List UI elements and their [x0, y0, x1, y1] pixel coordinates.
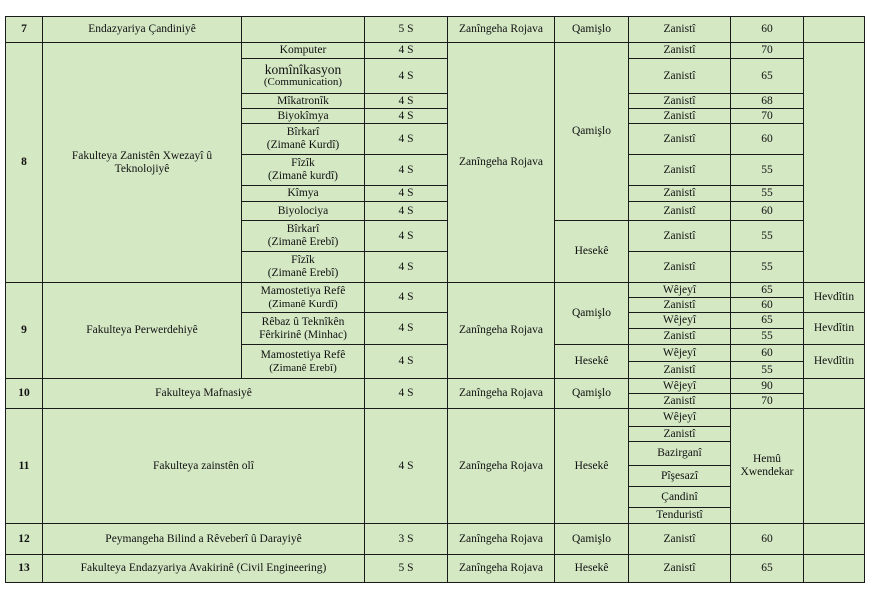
branch-cell: Wêjeyî: [629, 409, 731, 427]
grade-cell: 70: [731, 109, 804, 124]
note-cell: [804, 17, 865, 43]
note-cell: [804, 524, 865, 555]
grade-line: Hemû: [752, 453, 782, 465]
city-cell: Hesekê: [555, 555, 629, 583]
faculty-name: Fakulteya Perwerdehiyê: [43, 283, 242, 379]
faculty-name: Peymangeha Bilind a Rêveberî û Darayiyê: [43, 524, 365, 555]
grade-cell: 60: [731, 17, 804, 43]
department-name: Bîrkarî: [286, 223, 320, 235]
branch-cell: Bazirganî: [629, 442, 731, 466]
department-cell: [242, 155, 365, 186]
department-cell: [242, 252, 365, 283]
department-language: Fêrkirinê (Minhac): [259, 328, 347, 341]
branch-cell: Zanistî: [629, 524, 731, 555]
city-cell: Qamişlo: [555, 43, 629, 221]
branch-cell: Wêjeyî: [629, 313, 731, 329]
duration-cell: 4 S: [365, 283, 448, 313]
duration-cell: 4 S: [365, 221, 448, 252]
note-cell: Hevdîtin: [804, 345, 865, 379]
duration-cell: 4 S: [365, 252, 448, 283]
branch-cell: Wêjeyî: [629, 379, 731, 394]
duration-cell: 4 S: [365, 43, 448, 59]
branch-cell: Zanistî: [629, 252, 731, 283]
faculty-name: Fakulteya Mafnasiyê: [43, 379, 365, 409]
grade-cell: 65: [731, 555, 804, 583]
department-name: Fîzîk: [291, 254, 315, 266]
department-name: Mamostetiya Refê: [260, 284, 346, 297]
branch-cell: Wêjeyî: [629, 345, 731, 362]
branch-cell: Zanistî: [629, 362, 731, 379]
department-cell: Biyokîmya: [242, 109, 365, 124]
university-cell: Zanîngeha Rojava: [448, 409, 555, 524]
row-number: 7: [6, 17, 43, 43]
branch-cell: Zanistî: [629, 109, 731, 124]
department-cell: [242, 17, 365, 43]
university-cell: Zanîngeha Rojava: [448, 555, 555, 583]
duration-cell: 4 S: [365, 109, 448, 124]
faculty-name: Endazyariya Çandiniyê: [43, 17, 242, 43]
grade-cell: 68: [731, 94, 804, 109]
branch-cell: Zanistî: [629, 555, 731, 583]
faculty-admission-table: [5, 16, 865, 583]
city-cell: Qamişlo: [555, 283, 629, 345]
row-number: 11: [6, 409, 43, 524]
city-cell: Hesekê: [555, 345, 629, 379]
duration-cell: 4 S: [365, 59, 448, 94]
city-cell: Qamişlo: [555, 524, 629, 555]
department-cell: [242, 283, 365, 313]
university-cell: Zanîngeha Rojava: [448, 17, 555, 43]
table-row: [6, 409, 865, 427]
grade-cell: 90: [731, 379, 804, 394]
department-cell: [242, 59, 365, 94]
branch-cell: Zanistî: [629, 17, 731, 43]
duration-cell: 4 S: [365, 202, 448, 221]
note-cell: [804, 409, 865, 524]
department-cell: [242, 221, 365, 252]
branch-cell: Zanistî: [629, 124, 731, 155]
duration-cell: 5 S: [365, 555, 448, 583]
duration-cell: 4 S: [365, 379, 448, 409]
grade-cell: 60: [731, 202, 804, 221]
duration-cell: 4 S: [365, 155, 448, 186]
department-cell: Komputer: [242, 43, 365, 59]
department-cell: [242, 345, 365, 379]
branch-cell: Zanistî: [629, 202, 731, 221]
grade-cell: 55: [731, 186, 804, 202]
note-cell: [804, 43, 865, 283]
department-cell: Biyolociya: [242, 202, 365, 221]
faculty-name: Fakulteya zainstên olî: [43, 409, 365, 524]
university-cell: Zanîngeha Rojava: [448, 283, 555, 379]
branch-cell: Zanistî: [629, 186, 731, 202]
note-cell: Hevdîtin: [804, 313, 865, 345]
branch-cell: Zanistî: [629, 298, 731, 313]
city-cell: Qamişlo: [555, 17, 629, 43]
row-number: 8: [6, 43, 43, 283]
branch-cell: Çandinî: [629, 487, 731, 508]
table-row: [6, 524, 865, 555]
grade-cell: 55: [731, 155, 804, 186]
university-cell: Zanîngeha Rojava: [448, 43, 555, 283]
duration-cell: 4 S: [365, 94, 448, 109]
department-language: (Zimanê Erebî): [267, 236, 339, 248]
city-cell: Hesekê: [555, 221, 629, 283]
branch-cell: Zanistî: [629, 59, 731, 94]
duration-cell: 4 S: [365, 186, 448, 202]
department-cell: [242, 124, 365, 155]
note-cell: Hevdîtin: [804, 283, 865, 313]
table-row: [6, 43, 865, 59]
city-cell: Hesekê: [555, 409, 629, 524]
branch-cell: Zanistî: [629, 329, 731, 345]
table-row: [6, 379, 865, 394]
department-cell: [242, 313, 365, 345]
grade-cell: 60: [731, 524, 804, 555]
department-name: Bîrkarî: [286, 126, 320, 138]
university-cell: Zanîngeha Rojava: [448, 524, 555, 555]
grade-cell: 55: [731, 221, 804, 252]
grade-cell: 65: [731, 283, 804, 298]
grade-cell: 60: [731, 298, 804, 313]
table-row: [6, 283, 865, 298]
faculty-name: Fakulteya Zanistên Xwezayî û Teknolojiyê: [43, 43, 242, 283]
row-number: 12: [6, 524, 43, 555]
department-language: (Zimanê Erebî): [269, 361, 337, 374]
grade-line: Xwendekar: [740, 466, 794, 478]
branch-cell: Wêjeyî: [629, 283, 731, 298]
duration-cell: 5 S: [365, 17, 448, 43]
department-language: (Communication): [263, 76, 343, 88]
branch-cell: Zanistî: [629, 155, 731, 186]
table-row: [6, 555, 865, 583]
grade-cell: 60: [731, 345, 804, 362]
grade-cell: [731, 409, 804, 524]
note-cell: [804, 379, 865, 409]
table-wrapper: [5, 16, 865, 583]
branch-cell: Zanistî: [629, 94, 731, 109]
duration-cell: 3 S: [365, 524, 448, 555]
department-name: komînîkasyon: [264, 62, 342, 77]
grade-cell: 55: [731, 252, 804, 283]
branch-cell: Zanistî: [629, 221, 731, 252]
branch-cell: Zanistî: [629, 394, 731, 409]
table-row: [6, 17, 865, 43]
department-name: Rêbaz û Teknîkên: [261, 315, 345, 328]
faculty-name: Fakulteya Endazyariya Avakirinê (Civil Engineering): [43, 555, 365, 583]
university-cell: Zanîngeha Rojava: [448, 379, 555, 409]
row-number: 10: [6, 379, 43, 409]
grade-cell: 70: [731, 394, 804, 409]
duration-cell: 4 S: [365, 345, 448, 379]
department-name: Mamostetiya Refê: [260, 348, 346, 361]
grade-cell: 65: [731, 59, 804, 94]
city-cell: Qamişlo: [555, 379, 629, 409]
department-language: (Zimanê kurdî): [268, 170, 338, 182]
branch-cell: Tenduristî: [629, 508, 731, 524]
department-language: (Zimanê Kurdî): [268, 297, 338, 310]
duration-cell: 4 S: [365, 409, 448, 524]
row-number: 13: [6, 555, 43, 583]
branch-cell: Zanistî: [629, 427, 731, 442]
note-cell: [804, 555, 865, 583]
grade-cell: 65: [731, 313, 804, 329]
row-number: 9: [6, 283, 43, 379]
department-name: Fîzîk: [291, 157, 315, 169]
department-cell: Kîmya: [242, 186, 365, 202]
duration-cell: 4 S: [365, 313, 448, 345]
branch-cell: Pîşesazî: [629, 466, 731, 487]
grade-cell: 55: [731, 362, 804, 379]
department-language: (Zimanê Erebî): [267, 267, 339, 279]
grade-cell: 60: [731, 124, 804, 155]
department-cell: Mîkatronîk: [242, 94, 365, 109]
grade-cell: 55: [731, 329, 804, 345]
duration-cell: 4 S: [365, 124, 448, 155]
branch-cell: Zanistî: [629, 43, 731, 59]
grade-cell: 70: [731, 43, 804, 59]
department-language: (Zimanê Kurdî): [266, 139, 340, 151]
